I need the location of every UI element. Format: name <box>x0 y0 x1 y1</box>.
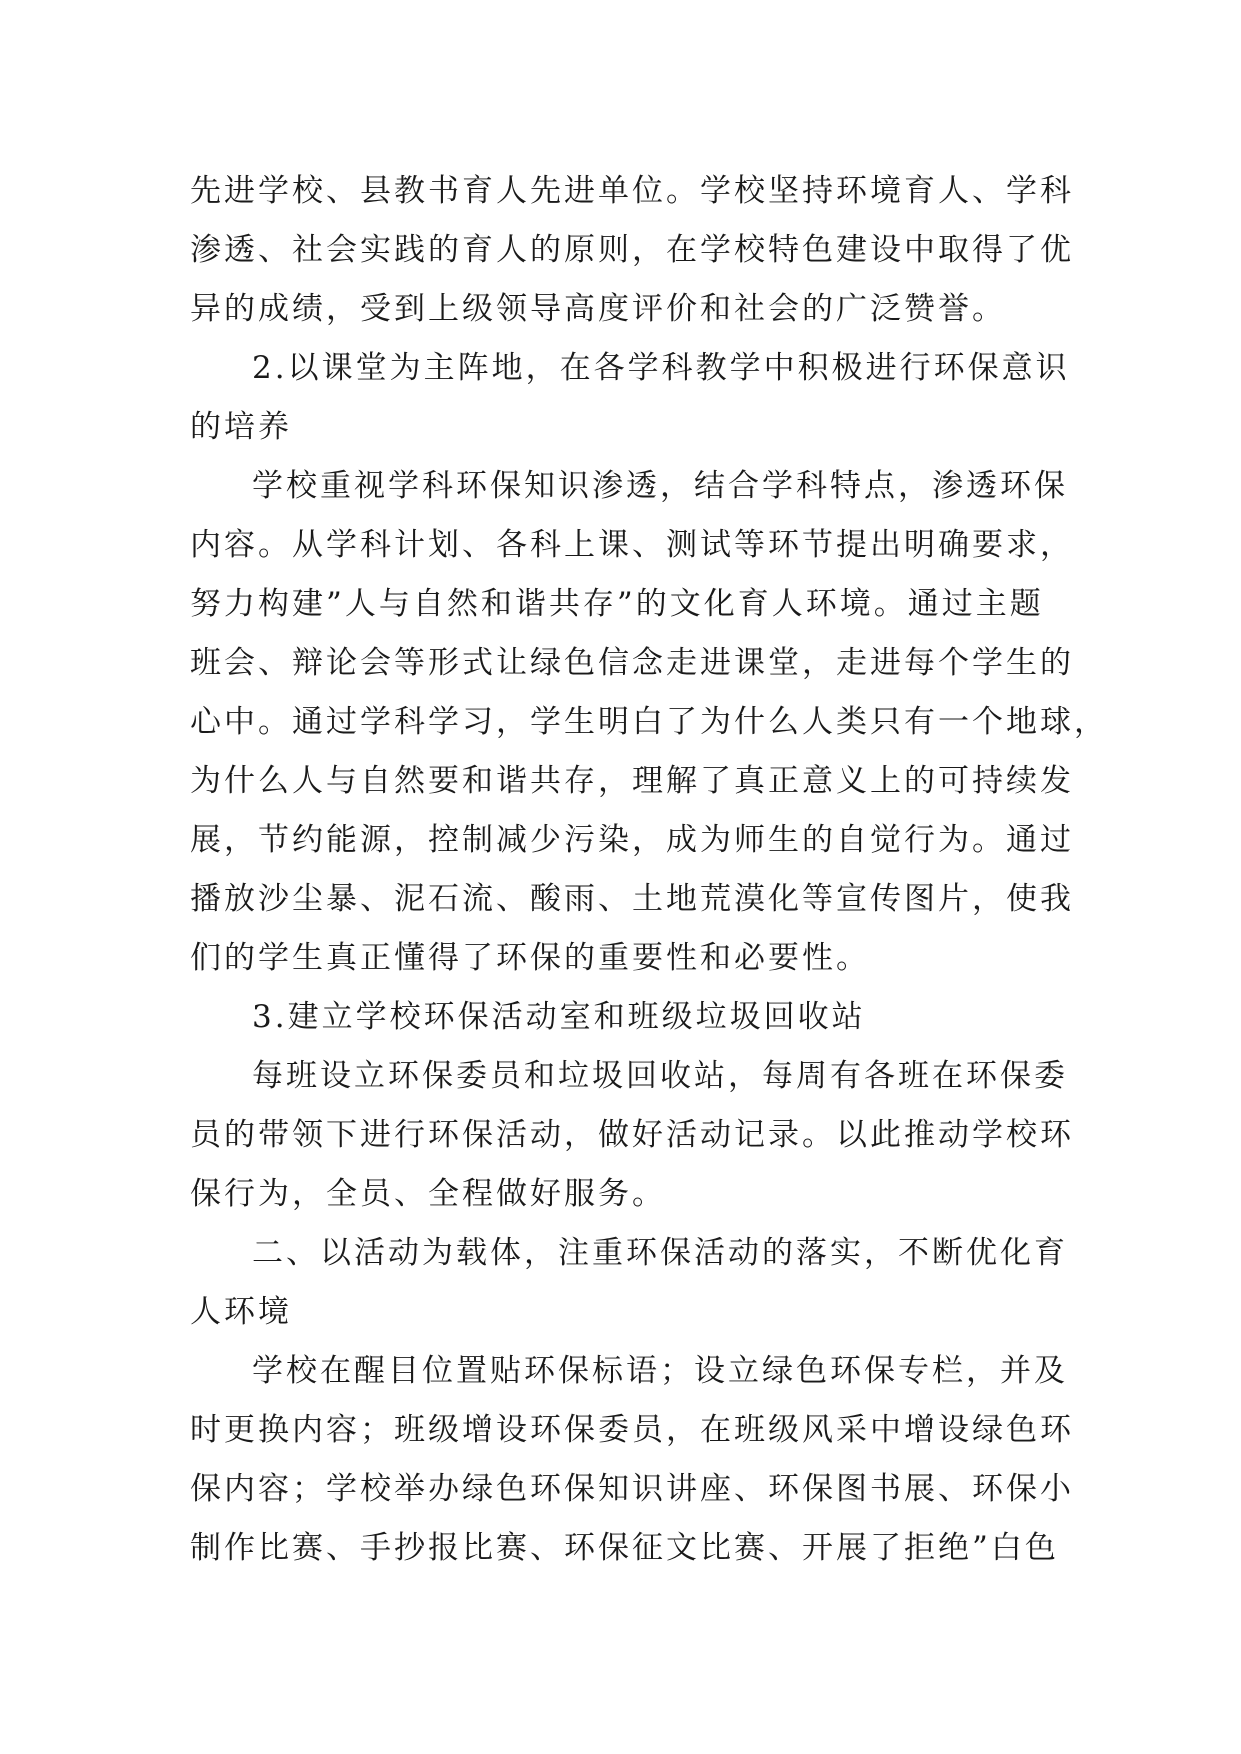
section-heading-line: 的培养 <box>190 409 292 445</box>
text-line: 展，节约能源，控制减少污染，成为师生的自觉行为。通过 <box>190 822 1074 858</box>
text-line: 内容。从学科计划、各科上课、测试等环节提出明确要求， <box>190 527 1074 563</box>
section-heading-line: 二、以活动为载体，注重环保活动的落实，不断优化育 <box>252 1235 1068 1271</box>
text-line: 员的带领下进行环保活动，做好活动记录。以此推动学校环 <box>190 1117 1074 1153</box>
document-body <box>190 162 1108 1578</box>
text-line: 先进学校、县教书育人先进单位。学校坚持环境育人、学科 <box>190 173 1074 209</box>
text-line: 学校重视学科环保知识渗透，结合学科特点，渗透环保 <box>252 468 1068 504</box>
text-line: 学校在醒目位置贴环保标语；设立绿色环保专栏，并及 <box>252 1353 1068 1389</box>
text-line: 渗透、社会实践的育人的原则，在学校特色建设中取得了优 <box>190 232 1074 268</box>
text-line: 保内容；学校举办绿色环保知识讲座、环保图书展、环保小 <box>190 1471 1074 1507</box>
section-heading-line: 2.以课堂为主阵地，在各学科教学中积极进行环保意识 <box>252 350 1070 386</box>
text-line: 努力构建”人与自然和谐共存”的文化育人环境。通过主题 <box>190 586 1044 622</box>
text-line: 播放沙尘暴、泥石流、酸雨、土地荒漠化等宣传图片，使我 <box>190 881 1074 917</box>
text-line: 心中。通过学科学习，学生明白了为什么人类只有一个地球， <box>190 704 1108 740</box>
text-line: 时更换内容；班级增设环保委员，在班级风采中增设绿色环 <box>190 1412 1074 1448</box>
text-line: 保行为，全员、全程做好服务。 <box>190 1176 666 1212</box>
text-line: 异的成绩，受到上级领导高度评价和社会的广泛赞誉。 <box>190 291 1006 327</box>
text-line: 们的学生真正懂得了环保的重要性和必要性。 <box>190 940 870 976</box>
section-heading-line: 人环境 <box>190 1294 292 1330</box>
text-line: 每班设立环保委员和垃圾回收站，每周有各班在环保委 <box>252 1058 1068 1094</box>
text-line: 为什么人与自然要和谐共存，理解了真正意义上的可持续发 <box>190 763 1074 799</box>
text-line: 制作比赛、手抄报比赛、环保征文比赛、开展了拒绝”白色 <box>190 1530 1059 1566</box>
section-heading-line: 3.建立学校环保活动室和班级垃圾回收站 <box>252 999 866 1035</box>
text-line: 班会、辩论会等形式让绿色信念走进课堂，走进每个学生的 <box>190 645 1074 681</box>
